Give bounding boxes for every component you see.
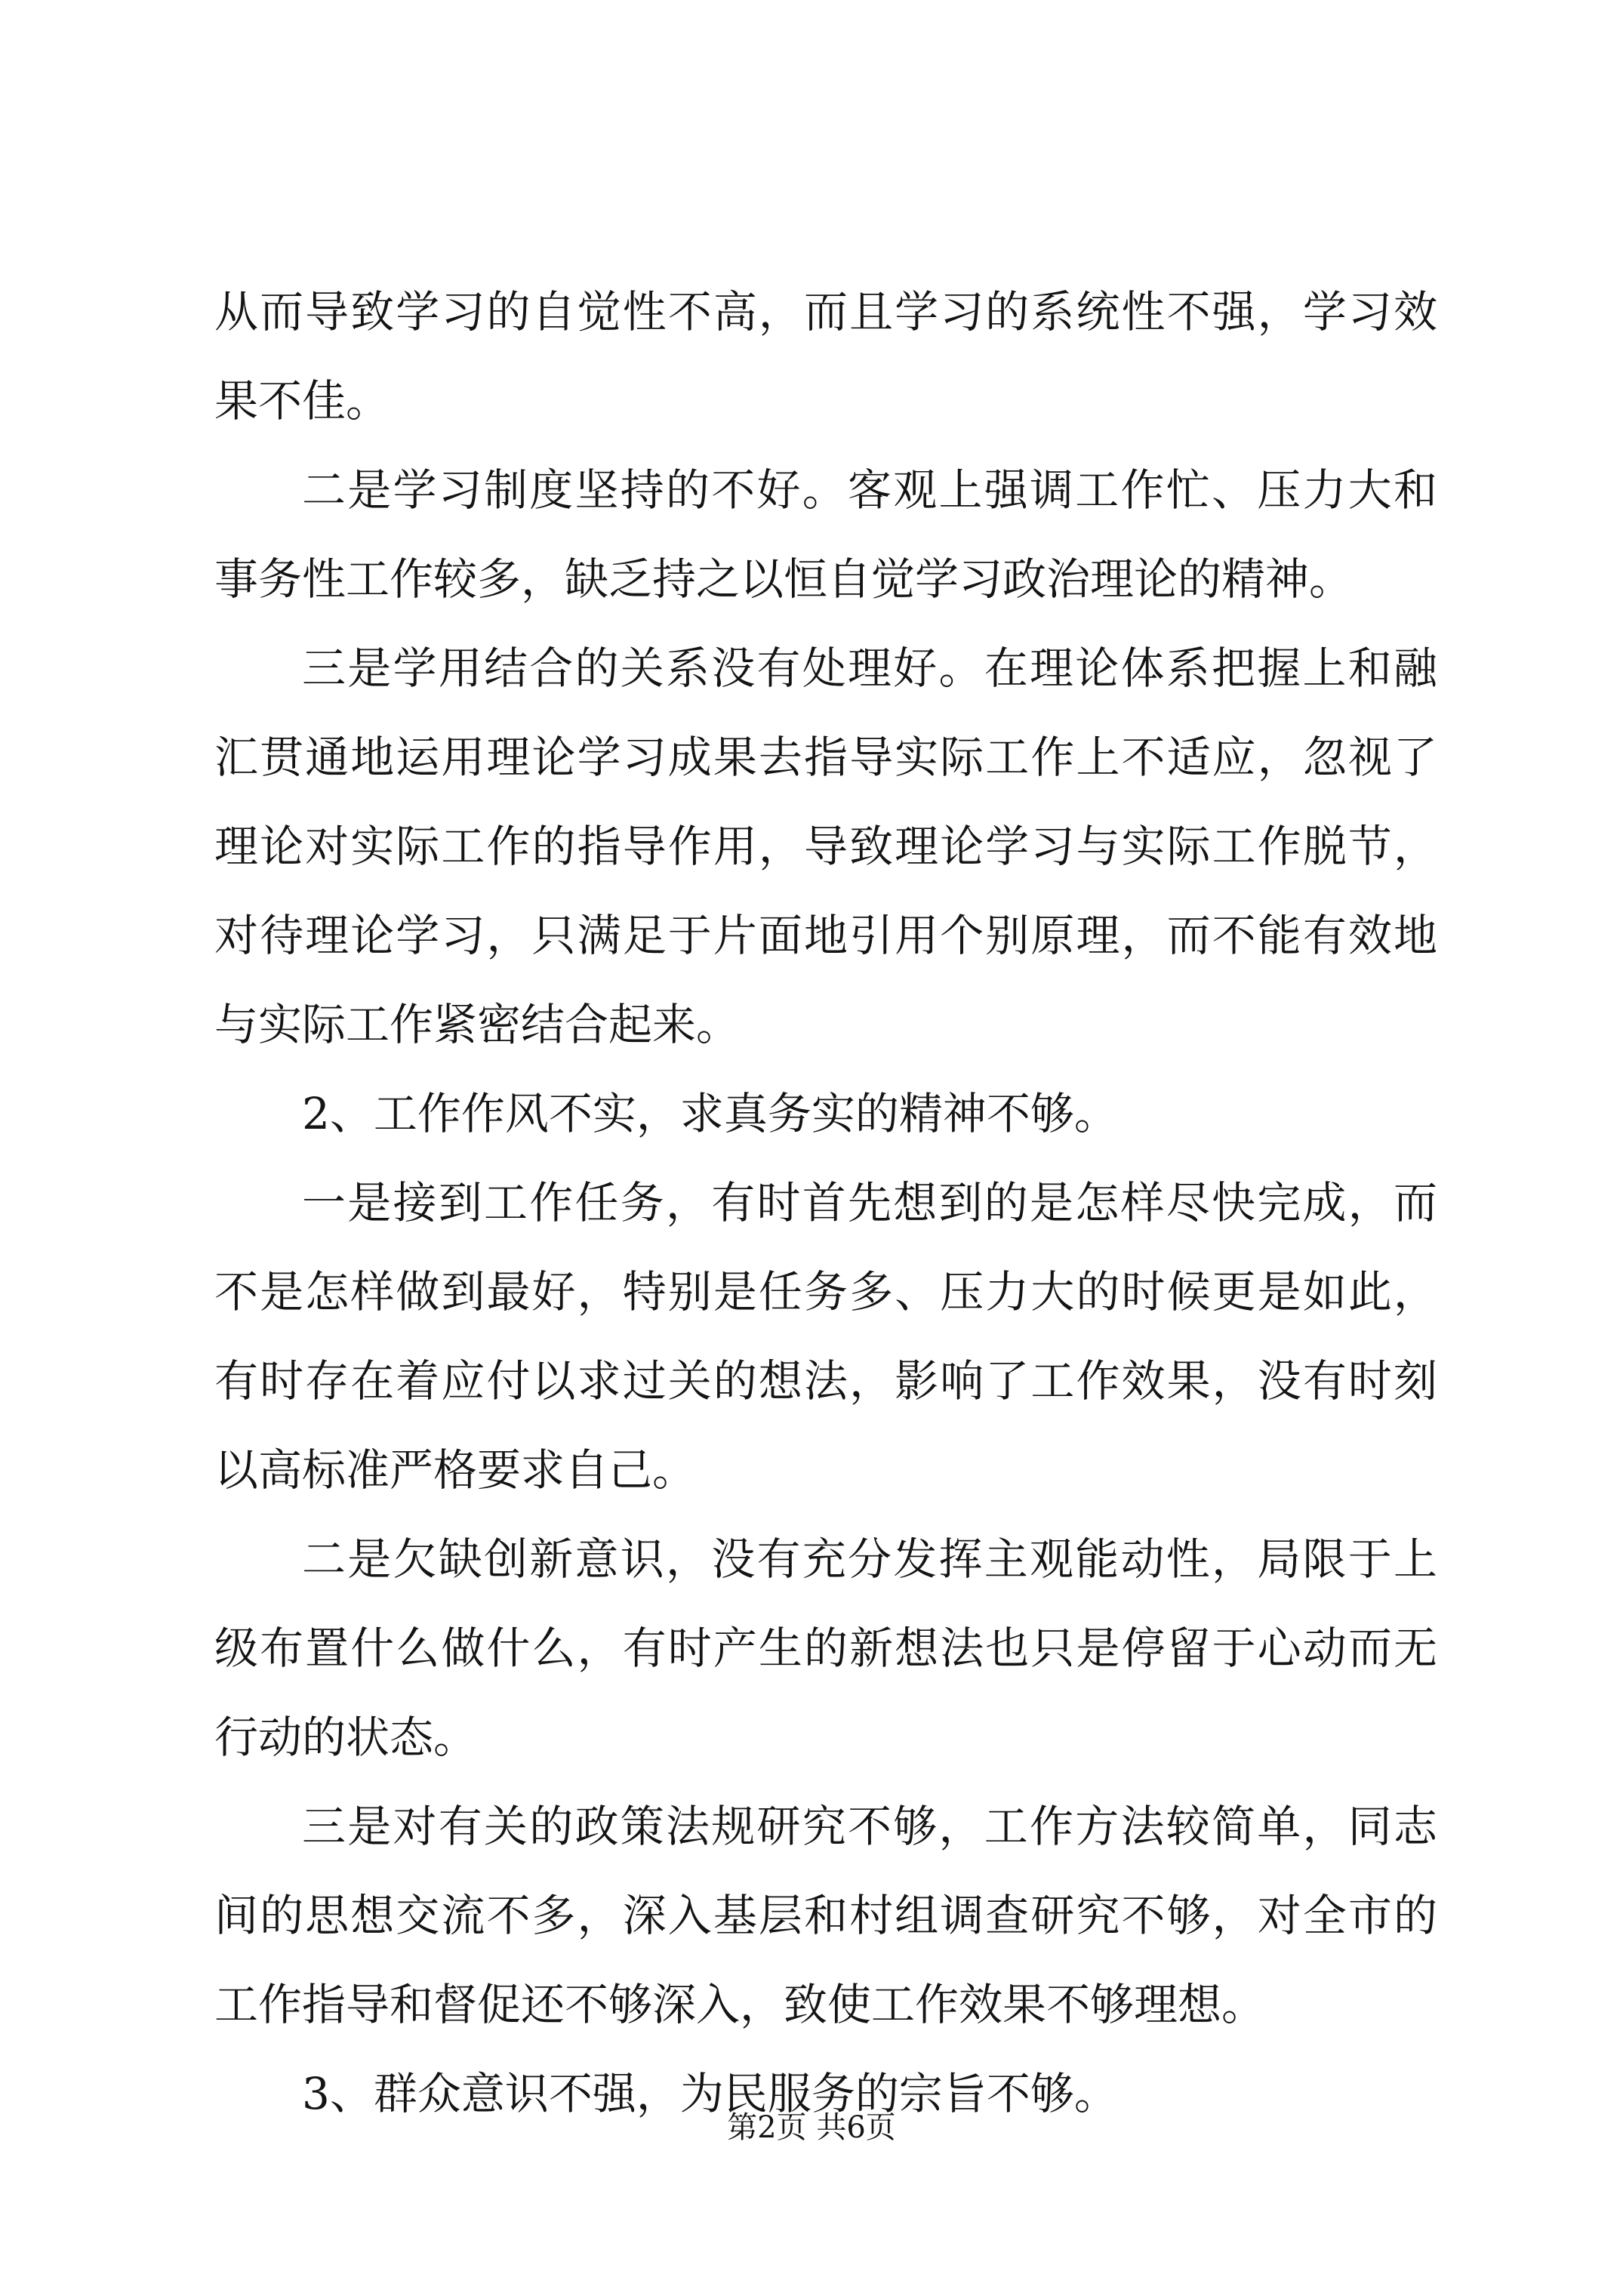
paragraph-continuation: 从而导致学习的自觉性不高，而且学习的系统性不强，学习效果不佳。	[214, 286, 1437, 427]
section-heading-mass-awareness: 3、群众意识不强，为民服务的宗旨不够。	[302, 2068, 1118, 2119]
paragraph-study-system: 二是学习制度坚持的不好。客观上强调工作忙、压力大和事务性工作较多，缺乏持之以恒自觉学习政治理论的精神。	[214, 464, 1437, 605]
paragraph-innovation: 二是欠缺创新意识，没有充分发挥主观能动性，局限于上级布置什么做什么，有时产生的新想法也只是停留于心动而无行动的状态。	[214, 1533, 1437, 1763]
page-number-footer: 第2页 共6页	[727, 2110, 896, 2145]
body-text	[214, 267, 1437, 2138]
paragraph-policy-research: 三是对有关的政策法规研究不够，工作方法较简单，同志间的思想交流不多，深入基层和村组调查研究不够，对全市的工作指导和督促还不够深入，致使工作效果不够理想。	[214, 1801, 1437, 2030]
paragraph-task-attitude: 一是接到工作任务，有时首先想到的是怎样尽快完成，而不是怎样做到最好，特别是任务多、压力大的时候更是如此，有时存在着应付以求过关的想法，影响了工作效果，没有时刻以高标准严格要求自己。	[214, 1177, 1437, 1496]
paragraph-theory-practice: 三是学用结合的关系没有处理好。在理论体系把握上和融汇贯通地运用理论学习成果去指导实际工作上不适应，忽视了理论对实际工作的指导作用，导致理论学习与实际工作脱节，对待理论学习，只满足于片面地引用个别原理，而不能有效地与实际工作紧密结合起来。	[214, 643, 1437, 1050]
section-heading-work-style: 2、工作作风不实，求真务实的精神不够。	[302, 1088, 1118, 1139]
